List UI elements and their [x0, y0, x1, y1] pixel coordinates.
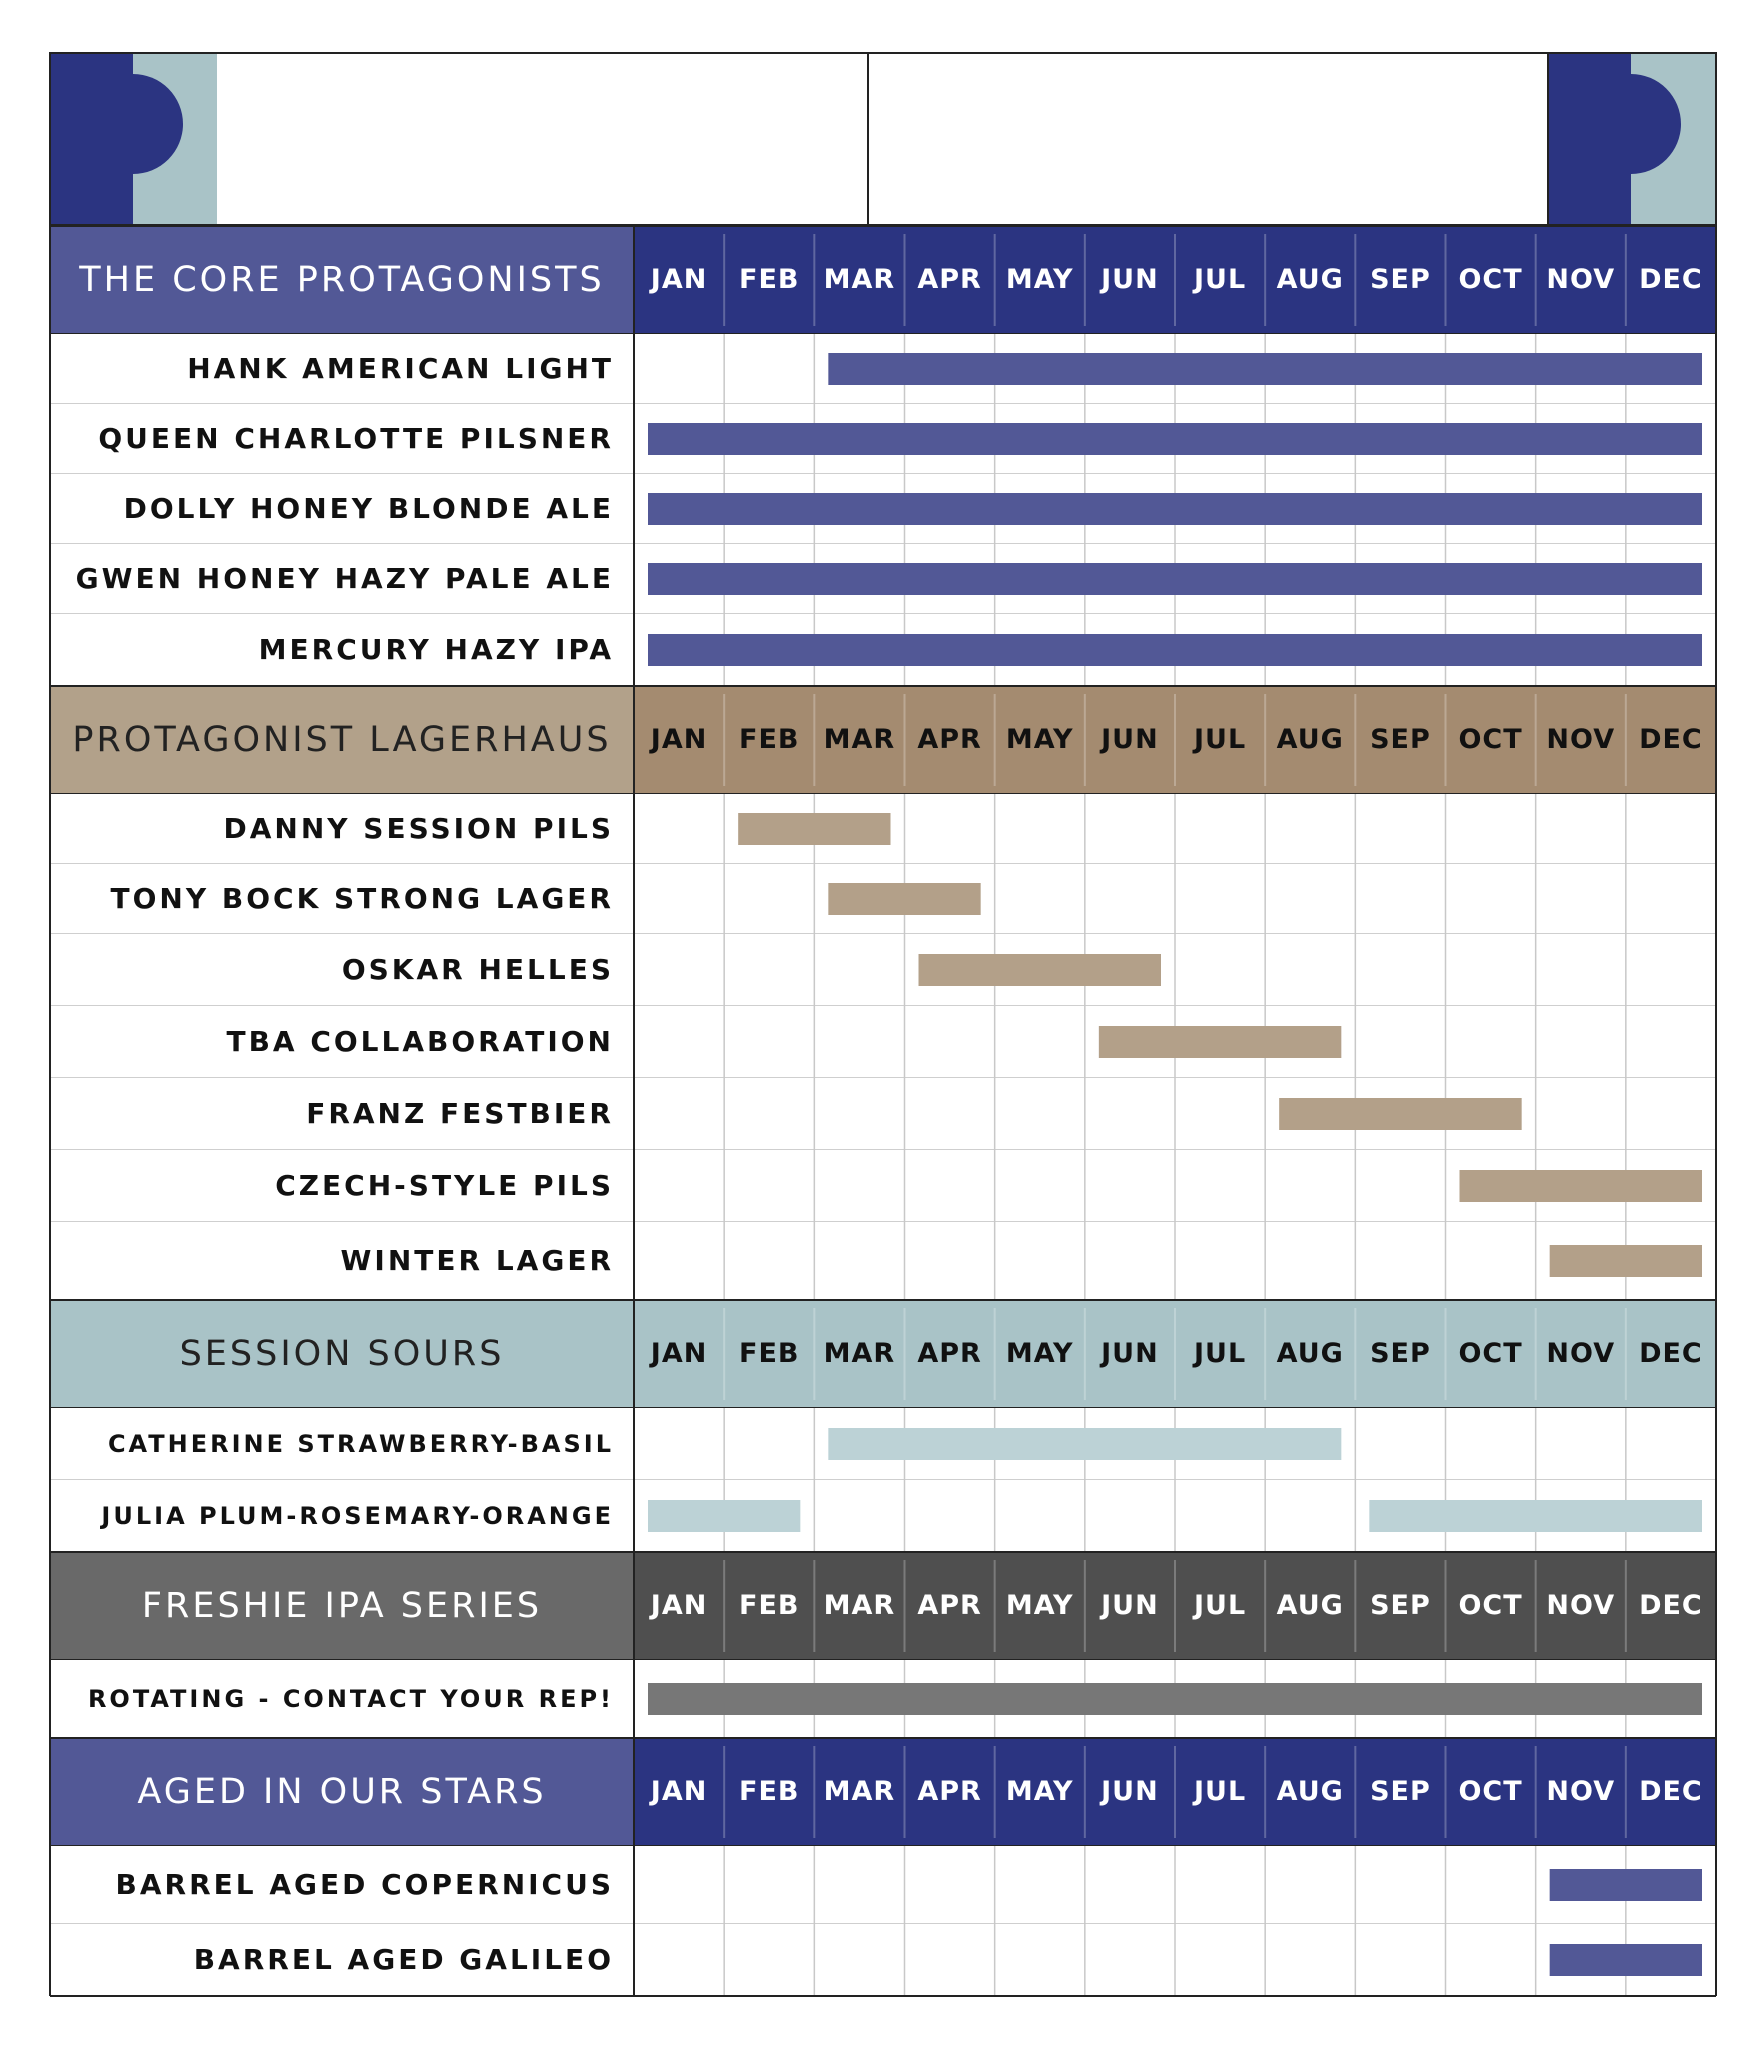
beer-name: CZECH-STYLE PILS	[275, 1169, 614, 1202]
month-label: JUL	[1193, 1776, 1247, 1807]
month-label: APR	[917, 1776, 982, 1807]
month-label: AUG	[1276, 1338, 1344, 1369]
release-bar	[738, 813, 890, 845]
beer-name: ROTATING - CONTACT YOUR REP!	[87, 1685, 614, 1713]
month-label: APR	[917, 1590, 982, 1621]
logo-right-icon	[1549, 54, 1715, 224]
release-bar	[919, 954, 1162, 986]
month-label: NOV	[1546, 264, 1616, 295]
month-label: FEB	[739, 724, 800, 755]
release-bar	[1099, 1026, 1342, 1058]
release-bar	[1279, 1098, 1522, 1130]
month-label: JAN	[650, 1776, 708, 1807]
month-label: NOV	[1546, 1776, 1616, 1807]
beer-name: DANNY SESSION PILS	[223, 812, 614, 845]
beer-name: FRANZ FESTBIER	[306, 1097, 614, 1130]
beer-name: TONY BOCK STRONG LAGER	[110, 882, 614, 915]
beer-name: OSKAR HELLES	[341, 953, 614, 986]
beer-name: TBA COLLABORATION	[226, 1025, 614, 1058]
release-bar	[648, 1500, 800, 1532]
beer-name: BARREL AGED GALILEO	[193, 1943, 614, 1976]
month-label: DEC	[1639, 1776, 1703, 1807]
month-label: FEB	[739, 1590, 800, 1621]
release-bar	[1550, 1869, 1702, 1901]
release-bar	[1550, 1245, 1702, 1277]
section-title: PROTAGONIST LAGERHAUS	[72, 720, 612, 760]
month-label: JUN	[1101, 724, 1159, 755]
month-label: JUN	[1101, 1590, 1159, 1621]
month-label: JUL	[1193, 1590, 1247, 1621]
month-label: SEP	[1370, 264, 1431, 295]
month-label: AUG	[1276, 264, 1344, 295]
month-label: MAY	[1005, 1776, 1074, 1807]
month-label: NOV	[1546, 724, 1616, 755]
beer-name: JULIA PLUM-ROSEMARY-ORANGE	[101, 1502, 614, 1530]
month-label: FEB	[739, 1338, 800, 1369]
beer-name: DOLLY HONEY BLONDE ALE	[123, 492, 614, 525]
month-label: NOV	[1546, 1338, 1616, 1369]
month-label: OCT	[1458, 724, 1523, 755]
release-bar	[828, 883, 980, 915]
month-label: MAR	[823, 724, 896, 755]
month-label: JUL	[1193, 264, 1247, 295]
month-label: MAY	[1005, 264, 1074, 295]
release-bar	[828, 1428, 1341, 1460]
release-bar	[648, 493, 1702, 525]
month-label: JAN	[650, 1338, 708, 1369]
beer-name: GWEN HONEY HAZY PALE ALE	[75, 562, 614, 595]
month-label: DEC	[1639, 1590, 1703, 1621]
month-label: MAY	[1005, 1338, 1074, 1369]
release-bar	[648, 1683, 1702, 1715]
release-bar	[648, 423, 1702, 455]
release-bar	[1460, 1170, 1703, 1202]
beer-name: WINTER LAGER	[340, 1244, 614, 1277]
month-label: APR	[917, 264, 982, 295]
month-label: JAN	[650, 1590, 708, 1621]
release-bar	[648, 563, 1702, 595]
month-label: MAY	[1005, 724, 1074, 755]
month-label: DEC	[1639, 1338, 1703, 1369]
month-label: OCT	[1458, 1590, 1523, 1621]
month-label: NOV	[1546, 1590, 1616, 1621]
month-label: OCT	[1458, 1338, 1523, 1369]
month-label: JUN	[1101, 1776, 1159, 1807]
month-label: JUL	[1193, 724, 1247, 755]
month-label: MAR	[823, 1590, 896, 1621]
month-label: AUG	[1276, 1776, 1344, 1807]
beer-name: MERCURY HAZY IPA	[258, 633, 614, 666]
month-label: AUG	[1276, 724, 1344, 755]
month-label: OCT	[1458, 1776, 1523, 1807]
month-label: JAN	[650, 724, 708, 755]
month-label: MAY	[1005, 1590, 1074, 1621]
month-label: MAR	[823, 264, 896, 295]
month-label: DEC	[1639, 264, 1703, 295]
release-bar	[828, 353, 1702, 385]
month-label: SEP	[1370, 1590, 1431, 1621]
header-frame	[50, 53, 1716, 225]
logo-left-icon	[51, 54, 217, 224]
section-title: SESSION SOURS	[179, 1334, 505, 1374]
month-label: DEC	[1639, 724, 1703, 755]
month-label: SEP	[1370, 1776, 1431, 1807]
month-label: APR	[917, 1338, 982, 1369]
beer-name: CATHERINE STRAWBERRY-BASIL	[107, 1430, 614, 1458]
month-label: JUL	[1193, 1338, 1247, 1369]
release-bar	[648, 634, 1702, 666]
month-label: AUG	[1276, 1590, 1344, 1621]
beer-name: HANK AMERICAN LIGHT	[187, 352, 614, 385]
month-label: MAR	[823, 1776, 896, 1807]
beer-name: BARREL AGED COPERNICUS	[115, 1868, 614, 1901]
month-label: JAN	[650, 264, 708, 295]
month-label: SEP	[1370, 724, 1431, 755]
month-label: SEP	[1370, 1338, 1431, 1369]
month-label: JUN	[1101, 264, 1159, 295]
month-label: APR	[917, 724, 982, 755]
section-title: FRESHIE IPA SERIES	[141, 1586, 543, 1626]
section-title: AGED IN OUR STARS	[137, 1772, 547, 1812]
month-label: JUN	[1101, 1338, 1159, 1369]
month-label: FEB	[739, 264, 800, 295]
release-bar	[1369, 1500, 1702, 1532]
section-title: THE CORE PROTAGONISTS	[79, 260, 605, 300]
month-label: OCT	[1458, 264, 1523, 295]
beer-name: QUEEN CHARLOTTE PILSNER	[98, 422, 614, 455]
month-label: MAR	[823, 1338, 896, 1369]
release-bar	[1550, 1944, 1702, 1976]
month-label: FEB	[739, 1776, 800, 1807]
